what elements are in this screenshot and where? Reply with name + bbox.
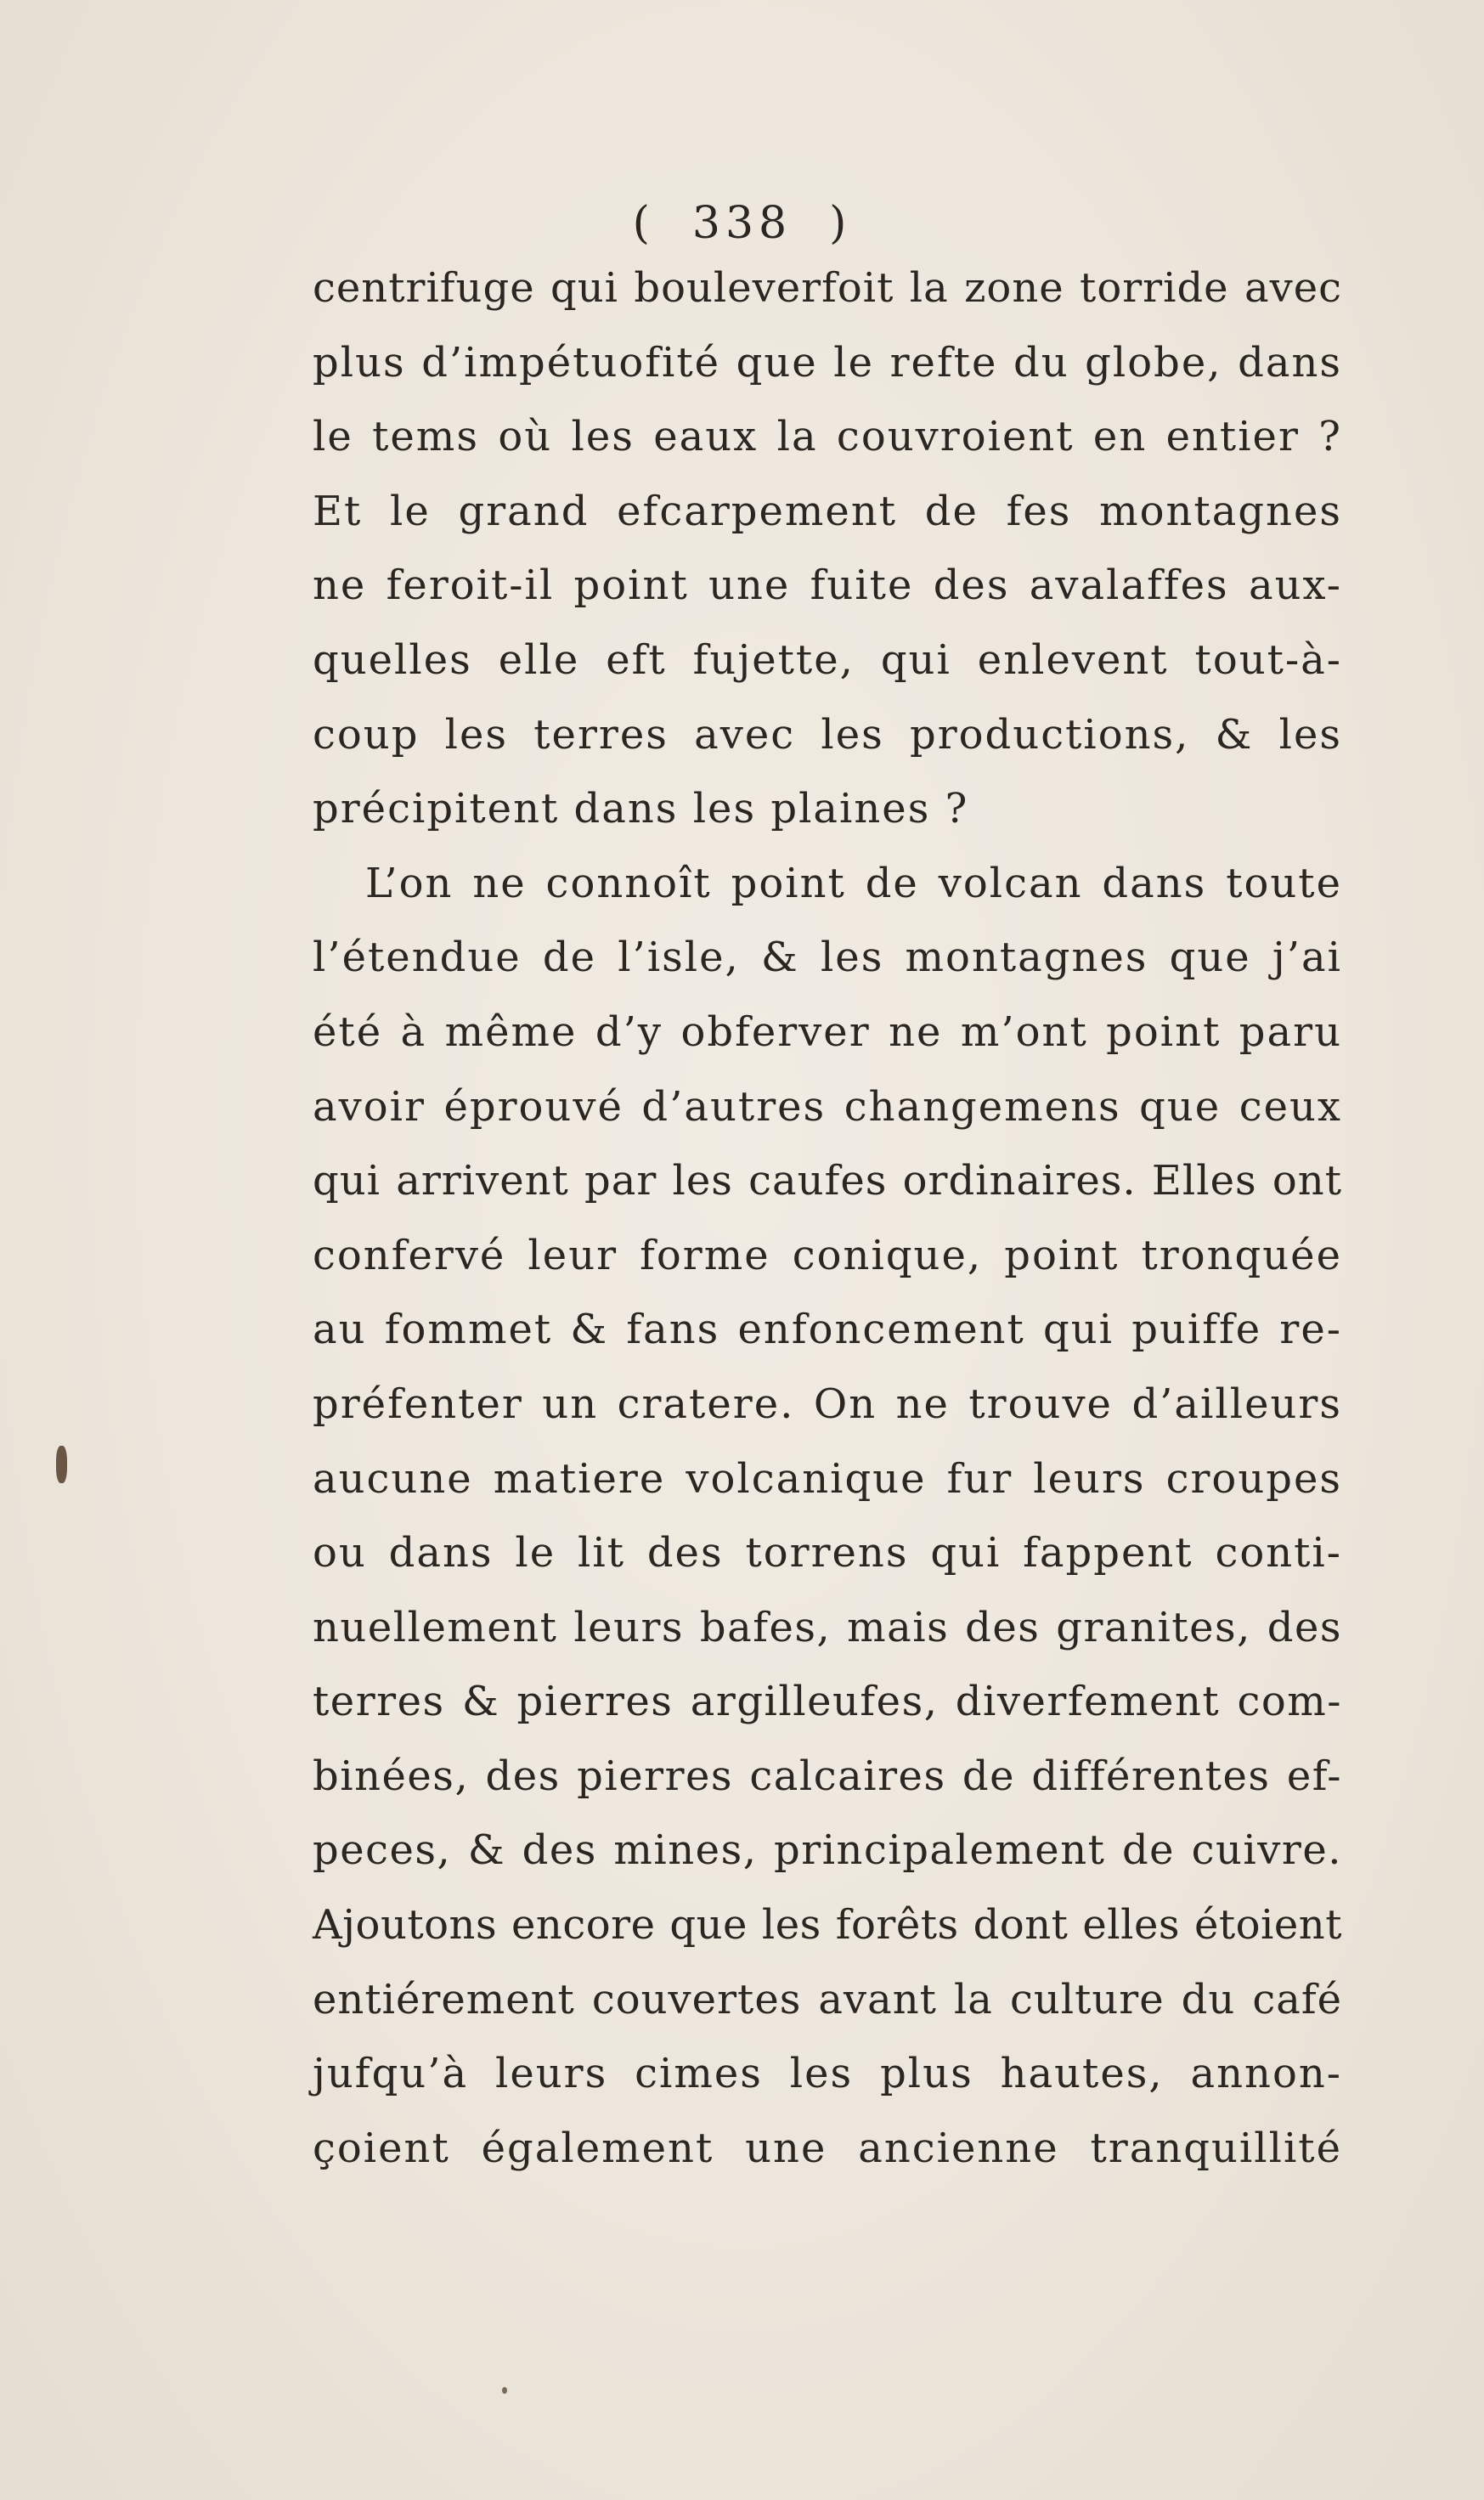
page-number-close-paren: ) <box>829 198 852 249</box>
text-line: entiérement couvertes avant la culture du café <box>313 1975 1342 2023</box>
text-line: centrifuge qui bouleverfoit la zone torride avec <box>313 264 1342 312</box>
text-line: plus d’impétuofité que le refte du globe, dans <box>313 338 1342 387</box>
text-line: été à même d’y obferver ne m’ont point paru <box>313 1007 1342 1056</box>
page-number-open-paren: ( <box>632 198 655 249</box>
text-line: Et le grand efcarpement de fes montagnes <box>313 487 1342 535</box>
text-line: quelles elle eft fujette, qui enlevent tout-à- <box>313 635 1342 684</box>
text-line: aucune matiere volcanique fur leurs croupes <box>313 1454 1342 1503</box>
text-line: préfenter un cratere. On ne trouve d’ailleurs <box>313 1380 1342 1428</box>
text-line: L’on ne connoît point de volcan dans toute <box>365 859 1342 907</box>
margin-ink-mark <box>56 1446 67 1483</box>
text-line: coup les terres avec les productions, & les <box>313 710 1342 759</box>
paper-speck <box>502 2387 507 2394</box>
text-line: çoient également une ancienne tranquillité <box>313 2124 1342 2172</box>
text-line: terres & pierres argilleufes, diverfement com- <box>313 1678 1342 1726</box>
text-line: l’étendue de l’isle, & les montagnes que j’ai <box>313 934 1342 982</box>
page-header <box>0 194 1484 253</box>
page-number: 338 <box>691 198 793 249</box>
text-line: ou dans le lit des torrens qui fappent conti- <box>313 1529 1342 1577</box>
text-line: peces, & des mines, principalement de cuivre. <box>313 1826 1342 1875</box>
body-text <box>313 251 1342 2186</box>
text-line: précipitent dans les plaines ? <box>313 785 969 833</box>
text-line: confervé leur forme conique, point tronquée <box>313 1231 1342 1279</box>
text-line: jufqu’à leurs cimes les plus hautes, annon- <box>313 2050 1342 2098</box>
text-line: ne feroit-il point une fuite des avalaffes aux- <box>313 562 1342 610</box>
text-line: qui arrivent par les caufes ordinaires. Elles ont <box>313 1157 1342 1205</box>
text-line: binées, des pierres calcaires de différentes ef- <box>313 1752 1342 1800</box>
text-line: nuellement leurs bafes, mais des granites, des <box>313 1603 1342 1651</box>
text-line: au fommet & fans enfoncement qui puiffe re- <box>313 1306 1342 1354</box>
text-line: avoir éprouvé d’autres changemens que ceux <box>313 1082 1342 1131</box>
text-line: Ajoutons encore que les forêts dont elles étoient <box>313 1901 1342 1950</box>
text-line: le tems où les eaux la couvroient en entier ? <box>313 413 1342 461</box>
